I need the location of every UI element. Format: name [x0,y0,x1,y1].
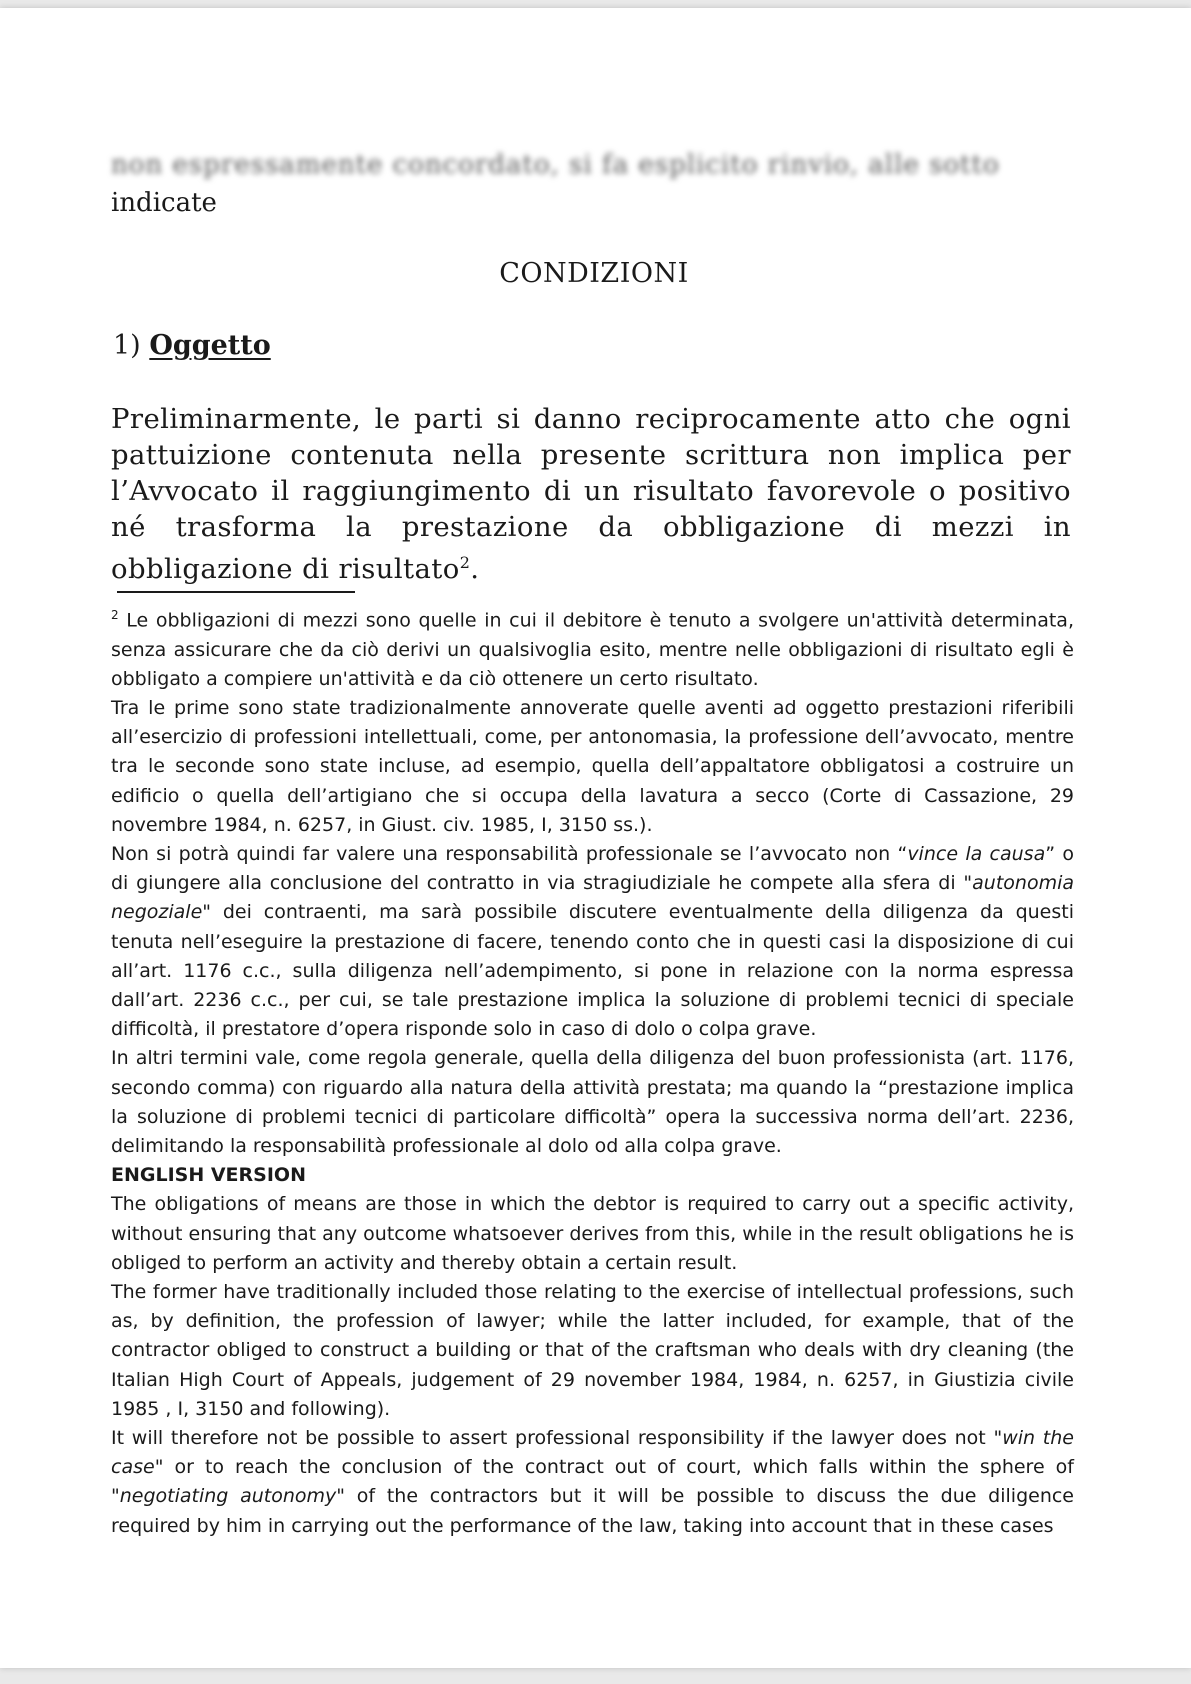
footnote-italic-text: win the case [111,1427,1074,1479]
footnote-text: It will therefore not be possible to assert professional responsibility if the lawyer does not " [111,1427,1003,1450]
clause-title: Oggetto [149,330,271,361]
blurred-text-line: non espressamente concordato, si fa esplicito rinvio, alle sotto [111,150,1000,180]
footnote-text: Le obbligazioni di mezzi sono quelle in cui il debitore è tenuto a svolgere un'attività determinata, senza assicurare che da ciò derivi un qualsivoglia esito, mentre nelle obbligazioni di risultato egli è obbligato a compiere un'attività e da ciò ottenere un certo risultato. [111,609,1074,690]
english-version-title: ENGLISH VERSION [111,1164,306,1187]
clause-number: 1) [113,330,141,361]
footnote-marker: 2 [111,608,119,622]
footnote-italic-text: negotiating autonomy [119,1485,337,1508]
footnote-reference[interactable]: 2 [459,553,471,572]
footnote-paragraph: In altri termini vale, come regola generale, quella della diligenza del buon professionista (art. 1176, secondo comma) con riguardo alla natura della attività prestata; ma quando la “prestazione implica la soluzione di problemi tecnici di particolare difficoltà” opera la successiva norma dell’art. 2236, delimitando la responsabilità professionale al dolo od alla colpa grave. [111,1047,1074,1157]
section-title: CONDIZIONI [499,258,689,289]
clause-paragraph-text: Preliminarmente, le parti si danno reciprocamente atto che ogni pattuizione contenuta nella presente scrittura non implica per l’Avvocato il raggiungimento di un risultato favorevole o positivo né trasforma la prestazione da obbligazione di mezzi in obbligazione di risultato [111,403,1071,586]
footnote-italic-text: vince la causa [907,842,1046,865]
footnote-block [111,601,1074,1541]
footnote-paragraph: The former have traditionally included those relating to the exercise of intellectual professions, such as, by definition, the profession of lawyer; while the latter included, for example, that of the contractor obliged to construct a building or that of the craftsman who deals with dry cleaning (the Italian High Court of Appeals, judgement of 29 november 1984, 1984, n. 6257, in Giustizia civile 1985 , I, 3150 and following). [111,1281,1074,1420]
footnote-paragraph [111,601,1074,694]
footnote-paragraph: Tra le prime sono state tradizionalmente annoverate quelle aventi ad oggetto prestazioni riferibili all’esercizio di professioni intellettuali, come, per antonomasia, la professione dell’avvocato, mentre tra le seconde sono state incluse, ad esempio, quella dell’appaltatore obbligatosi a costruire un edificio o quella dell’artigiano che si occupa della lavatura a secco (Corte di Cassazione, 29 novembre 1984, n. 6257, in Giust. civ. 1985, I, 3150 ss.). [111,696,1074,836]
footnote-text: " or to reach the conclusion of the contract out of court, which falls within the sphere of " [111,1456,1074,1508]
clause-paragraph [111,401,1071,587]
page-content [111,150,1074,1537]
footnote-text: Non si potrà quindi far valere una responsabilità professionale se l’avvocato non “ [111,842,908,865]
footnote-text: " dei contraenti, ma sarà possibile discutere eventualmente della diligenza da questi tenuta nell’eseguire la prestazione di facere, tenendo conto che in questi casi la disposizione di cui all’art. 1176 c.c., sulla diligenza nell’adempimento, si pone in relazione con la norma espressa dall’art. 2236 c.c., per cui, se tale prestazione implica la soluzione di problemi tecnici di speciale difficoltà, il prestatore d’opera risponde solo in caso di dolo o colpa grave. [111,901,1074,1041]
clause-heading [113,330,271,361]
footnote-text: " of the contractors but it will be possible to discuss the due diligence required by him in carrying out the performance of the law, taking into account that in these cases [111,1485,1074,1537]
footnote-text: ” o di giungere alla conclusione del contratto in via stragiudiziale he compete alla sfera di " [111,842,1074,895]
footnote-paragraph [111,1424,1074,1541]
footnote-paragraph: The obligations of means are those in which the debtor is required to carry out a specific activity, without ensuring that any outcome whatsoever derives from this, while in the result obligations he is obliged to perform an activity and thereby obtain a certain result. [111,1193,1074,1274]
document-page [0,8,1191,1668]
lead-text: indicate [111,188,217,218]
footnote-italic-text: autonomia negoziale [111,872,1074,924]
footnote-paragraph [111,840,1074,1044]
clause-paragraph-end: . [470,553,480,586]
footnote-separator [117,591,355,593]
